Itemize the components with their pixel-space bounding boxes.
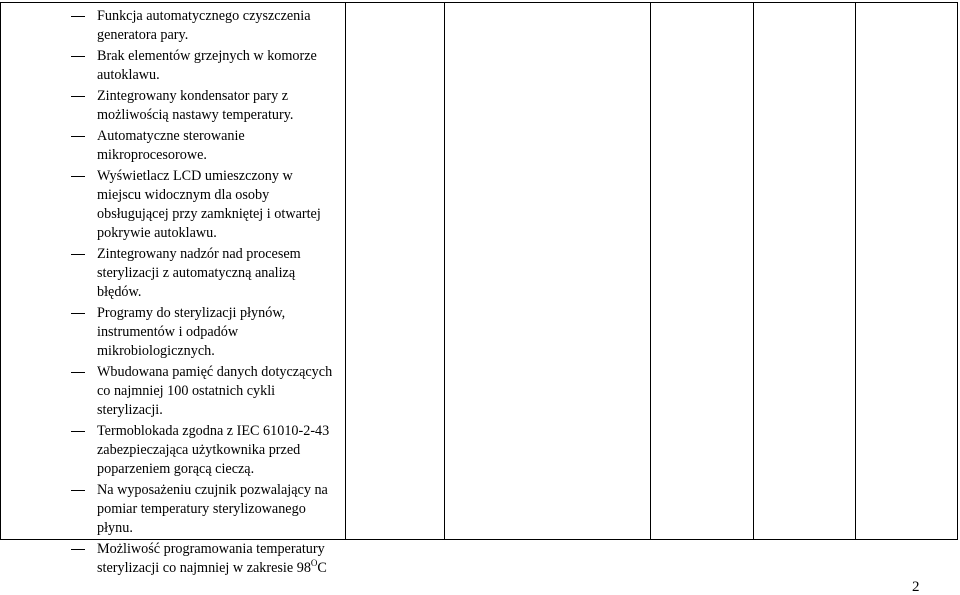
dash-bullet-icon <box>71 313 85 314</box>
feature-text: Zintegrowany kondensator pary z możliwością nastawy temperatury. <box>97 88 294 123</box>
feature-item <box>1 167 345 243</box>
dash-bullet-icon <box>71 372 85 373</box>
feature-list <box>1 3 345 578</box>
feature-text: Automatyczne sterowanie mikroprocesorowe. <box>97 128 245 163</box>
feature-item-temperature-range <box>1 540 345 578</box>
feature-item <box>1 363 345 420</box>
table-column-2 <box>346 3 445 539</box>
feature-text: Brak elementów grzejnych w komorze autoklawu. <box>97 48 317 83</box>
table-column-3 <box>445 3 652 539</box>
feature-item <box>1 47 345 85</box>
feature-item <box>1 7 345 45</box>
dash-bullet-icon <box>71 96 85 97</box>
dash-bullet-icon <box>71 136 85 137</box>
feature-item <box>1 87 345 125</box>
feature-text: Wbudowana pamięć danych dotyczących co najmniej 100 ostatnich cykli sterylizacji. <box>97 364 333 418</box>
dash-bullet-icon <box>71 16 85 17</box>
dash-bullet-icon <box>71 56 85 57</box>
feature-text: Zintegrowany nadzór nad procesem sterylizacji z automatyczną analizą błędów. <box>97 246 301 300</box>
feature-item <box>1 127 345 165</box>
temperature-unit: C <box>317 560 327 576</box>
feature-item <box>1 245 345 302</box>
feature-text: Termoblokada zgodna z IEC 61010-2-43 zabezpieczająca użytkownika przed poparzeniem gorącą cieczą. <box>97 423 330 477</box>
dash-bullet-icon <box>71 549 85 550</box>
feature-item <box>1 481 345 538</box>
dash-bullet-icon <box>71 431 85 432</box>
feature-item <box>1 304 345 361</box>
table-column-4 <box>651 3 754 539</box>
feature-item <box>1 422 345 479</box>
description-column <box>1 3 346 576</box>
page-number: 2 <box>912 579 920 595</box>
feature-text: Na wyposażeniu czujnik pozwalający na pomiar temperatury sterylizowanego płynu. <box>97 482 328 536</box>
table-column-6 <box>856 3 958 539</box>
feature-text: Możliwość programowania temperatury sterylizacji co najmniej w zakresie 98 <box>97 541 325 576</box>
table-column-5 <box>754 3 856 539</box>
feature-text: Funkcja automatycznego czyszczenia generatora pary. <box>97 8 311 43</box>
dash-bullet-icon <box>71 490 85 491</box>
feature-text: Wyświetlacz LCD umieszczony w miejscu widocznym dla osoby obsługującej przy zamkniętej i otwartej pokrywie autoklawu. <box>97 168 321 241</box>
degree-superscript: O <box>310 558 318 568</box>
dash-bullet-icon <box>71 176 85 177</box>
feature-text: Programy do sterylizacji płynów, instrumentów i odpadów mikrobiologicznych. <box>97 305 286 359</box>
dash-bullet-icon <box>71 254 85 255</box>
specification-table <box>0 2 958 576</box>
